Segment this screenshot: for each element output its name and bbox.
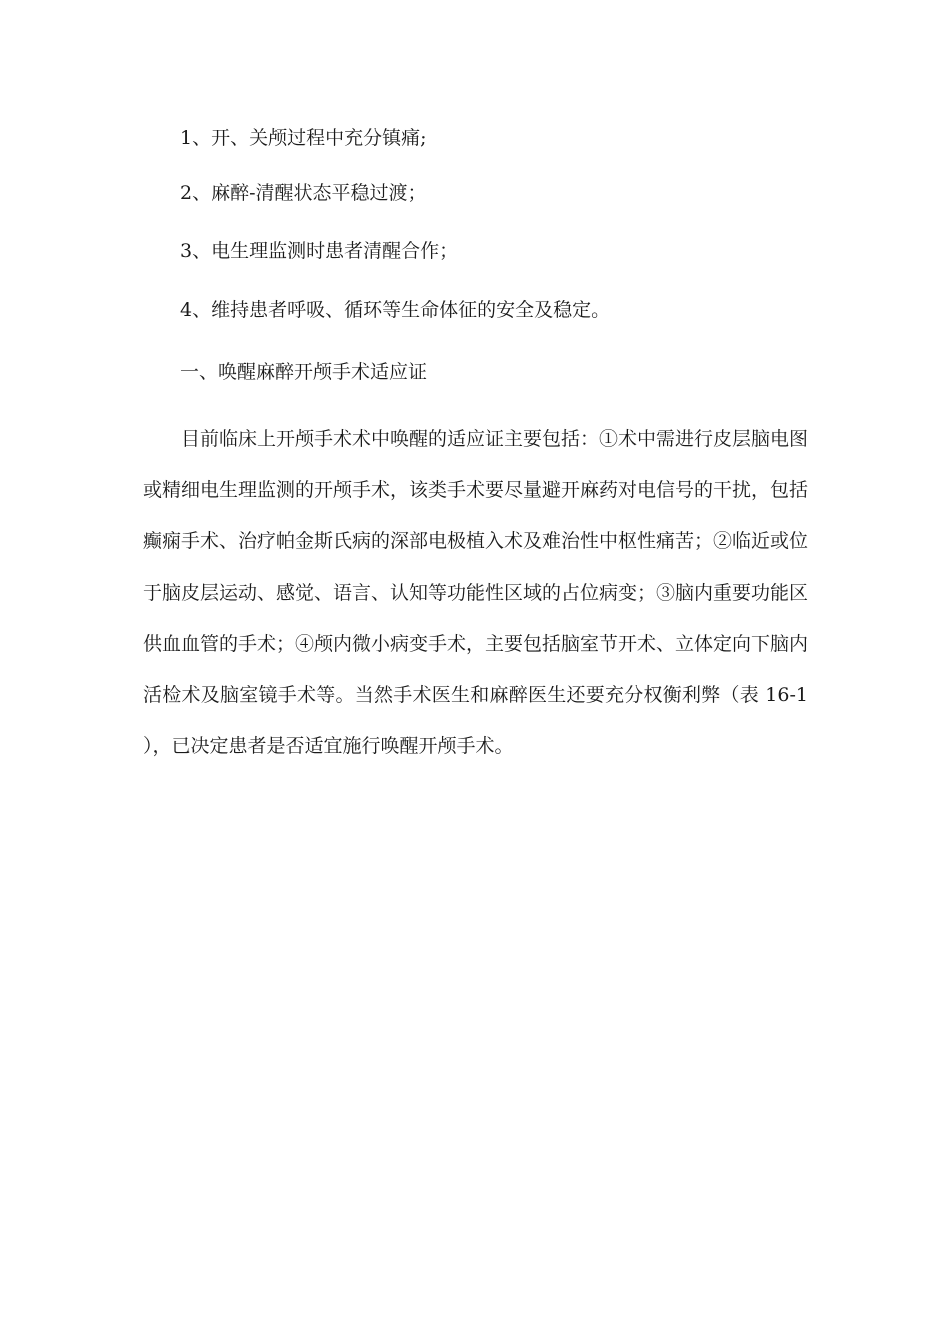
list-item-3: 3、电生理监测时患者清醒合作； — [180, 240, 459, 262]
body-paragraph: 目前临床上开颅手术术中唤醒的适应证主要包括：①术中需进行皮层脑电图或精细电生理监测的开颅手术，该类手术要尽量避开麻药对电信号的干扰，包括癫痫手术、治疗帕金斯氏病的深部电极植入术及难治性中枢性痛苦；②临近或位于脑皮层运动、感觉、语言、认知等功能性区域的占位病变；③脑内重要功能区供血血管的手术；④颅内微小病变手术，主要包括脑室节开术、立体定向下脑内活检术及脑室镜手术等。当然手术医生和麻醉医生还要充分权衡利弊（表 16-1 ），已决定患者是否适宜施行唤醒开颅手术。 — [143, 428, 809, 758]
list-item-1: 1、开、关颅过程中充分镇痛; — [180, 127, 427, 149]
section-heading: 一、唤醒麻醉开颅手术适应证 — [180, 361, 428, 383]
list-item-2: 2、麻醉-清醒状态平稳过渡； — [180, 182, 427, 204]
list-item-4: 4、维持患者呼吸、循环等生命体征的安全及稳定。 — [180, 299, 611, 321]
